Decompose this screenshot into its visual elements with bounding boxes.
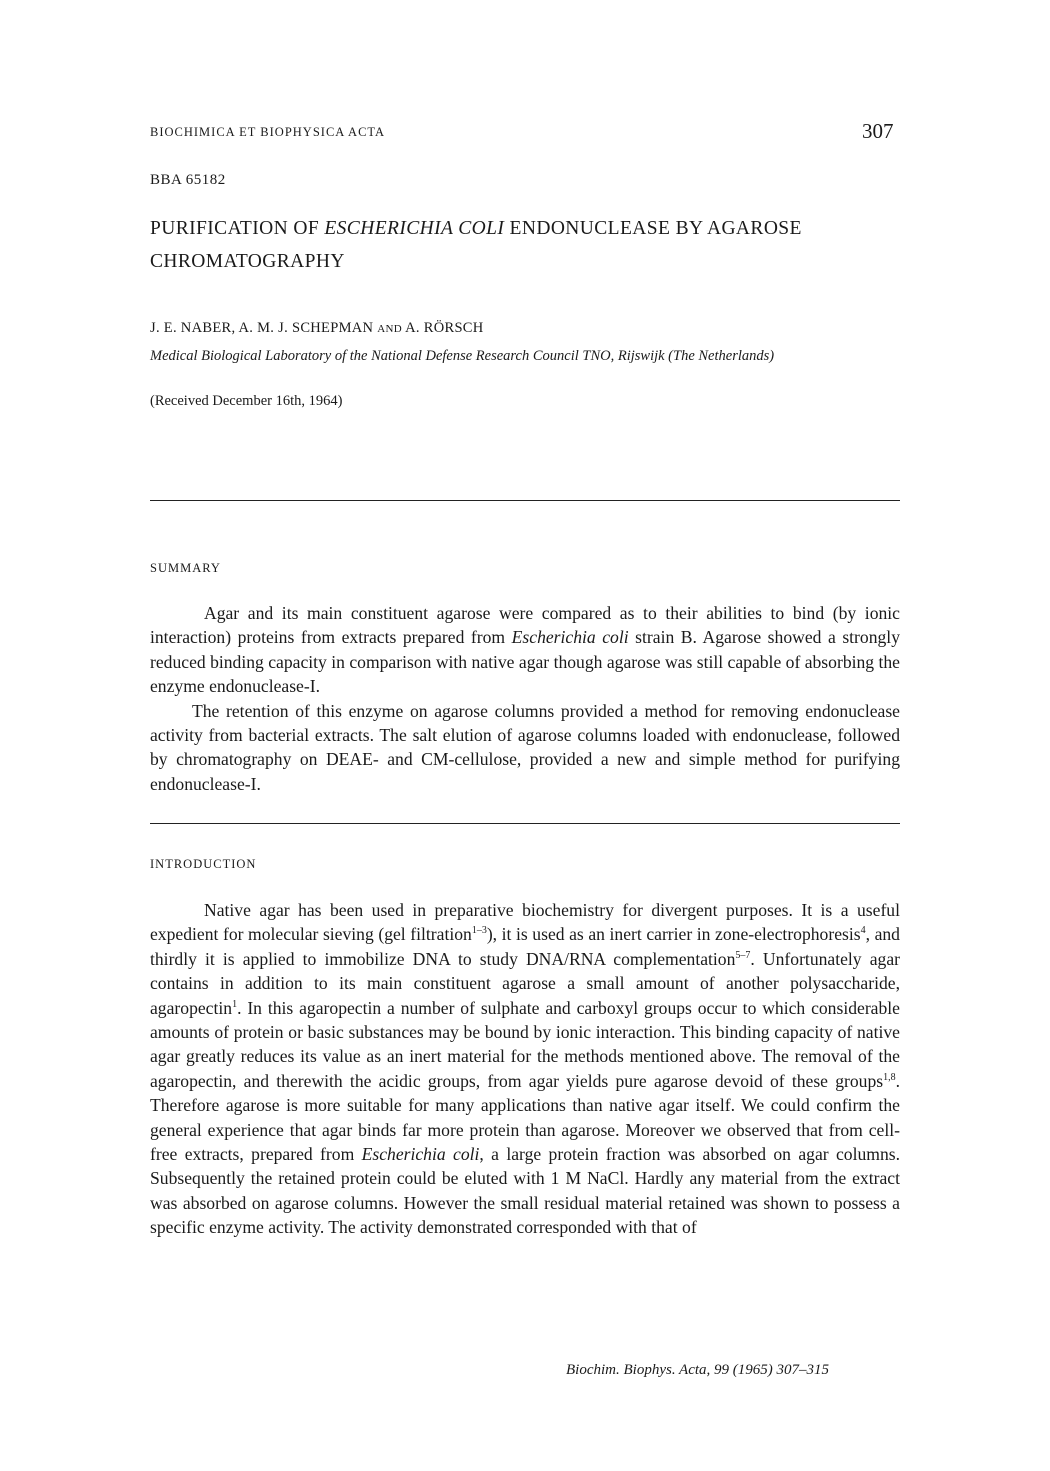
authors xyxy=(150,320,484,337)
intro-text-3: , and thirdly it is applied to immobilize DNA to study DNA/RNA complementation xyxy=(150,924,900,969)
introduction-heading: INTRODUCTION xyxy=(150,857,257,871)
intro-text-4: . Unfortunately agar contains in addition to its main constituent agarose a small amount of another polysaccharide, agaropectin xyxy=(150,948,900,1018)
footer-citation: Biochim. Biophys. Acta, 99 (1965) 307–315 xyxy=(566,1362,830,1378)
summary-body xyxy=(150,601,900,796)
summary-paragraph-2: The retention of this enzyme on agarose columns provided a method for removing endonuclease activity from bacterial extracts. The salt elution of agarose columns loaded with endonuclease, followed by chromatography on DEAE- and CM-cellulose, provided a new and simple method for purifying endonuclease-I. xyxy=(150,700,900,794)
summary-p1-italic: Escherichia coli xyxy=(511,627,629,648)
intro-text-6: . Therefore agarose is more suitable for many applications than native agar itself. We could confirm the general experience that agar binds far more protein than agarose. Moreover we observed that from cell-free extracts, prepared from xyxy=(150,1070,900,1165)
summary-p1-text-b: strain B. Agarose showed a strongly reduced binding capacity in comparison with native agar though agarose was still capable of absorbing the enzyme endonuclease-I. xyxy=(150,627,900,697)
journal-name: BIOCHIMICA ET BIOPHYSICA ACTA xyxy=(150,125,386,139)
intro-text-1: Native agar has been used in preparative biochemistry for divergent purposes. It is a useful expedient for molecular sieving (gel filtration xyxy=(150,900,900,945)
summary-heading: SUMMARY xyxy=(150,561,221,575)
citation-2: 4 xyxy=(860,925,866,937)
received-date: (Received December 16th, 1964) xyxy=(150,393,343,409)
authors-part1: J. E. NABER, A. M. J. SCHEPMAN xyxy=(150,320,378,336)
citation-1: 1–3 xyxy=(471,925,487,937)
bba-number: BBA 65182 xyxy=(150,172,226,188)
divider-top xyxy=(150,500,900,501)
authors-part2: A. RÖRSCH xyxy=(401,320,484,336)
authors-and: AND xyxy=(377,323,402,335)
page-number: 307 xyxy=(862,119,894,143)
summary-p1-text-a: Agar and its main constituent agarose were compared as to their abilities to bind (by ionic interaction) proteins from extracts prepared from xyxy=(150,603,900,648)
title-pre: PURIFICATION OF xyxy=(150,218,325,239)
intro-italic-species: Escherichia coli xyxy=(361,1144,480,1165)
intro-text-5: . In this agaropectin a number of sulphate and carboxyl groups occur to which considerable amounts of protein or basic substances may be bound by ionic interaction. This binding capacity of native agar greatly reduces its value as an inert material for the methods mentioned above. The removal of the agaropectin, and therewith the acidic groups, from agar yields pure agarose devoid of these groups xyxy=(150,997,900,1091)
title-italic: ESCHERICHIA COLI xyxy=(324,218,505,239)
affiliation: Medical Biological Laboratory of the National Defense Research Council TNO, Rijswijk (The Netherlands) xyxy=(150,348,775,364)
introduction-body xyxy=(150,898,900,1240)
intro-text-2: ), it is used as an inert carrier in zone-electrophoresis xyxy=(486,924,861,945)
citation-5: 1,8 xyxy=(883,1071,896,1083)
divider-bottom xyxy=(150,823,900,824)
citation-3: 5–7 xyxy=(735,949,751,961)
title-post: ENDONUCLEASE BY AGAROSE CHROMATOGRAPHY xyxy=(150,218,802,272)
intro-text-7: , a large protein fraction was absorbed on agar columns. Subsequently the retained protein could be eluted with 1 M NaCl. Hardly any material from the extract was absorbed on agarose columns. However the small residual material retained was shown to possess a specific enzyme activity. The activity demonstrated corresponded with that of xyxy=(150,1144,900,1238)
article-title xyxy=(150,212,902,278)
citation-4: 1 xyxy=(232,998,238,1010)
introduction-paragraph xyxy=(150,898,900,1240)
summary-paragraph-1 xyxy=(150,601,900,699)
